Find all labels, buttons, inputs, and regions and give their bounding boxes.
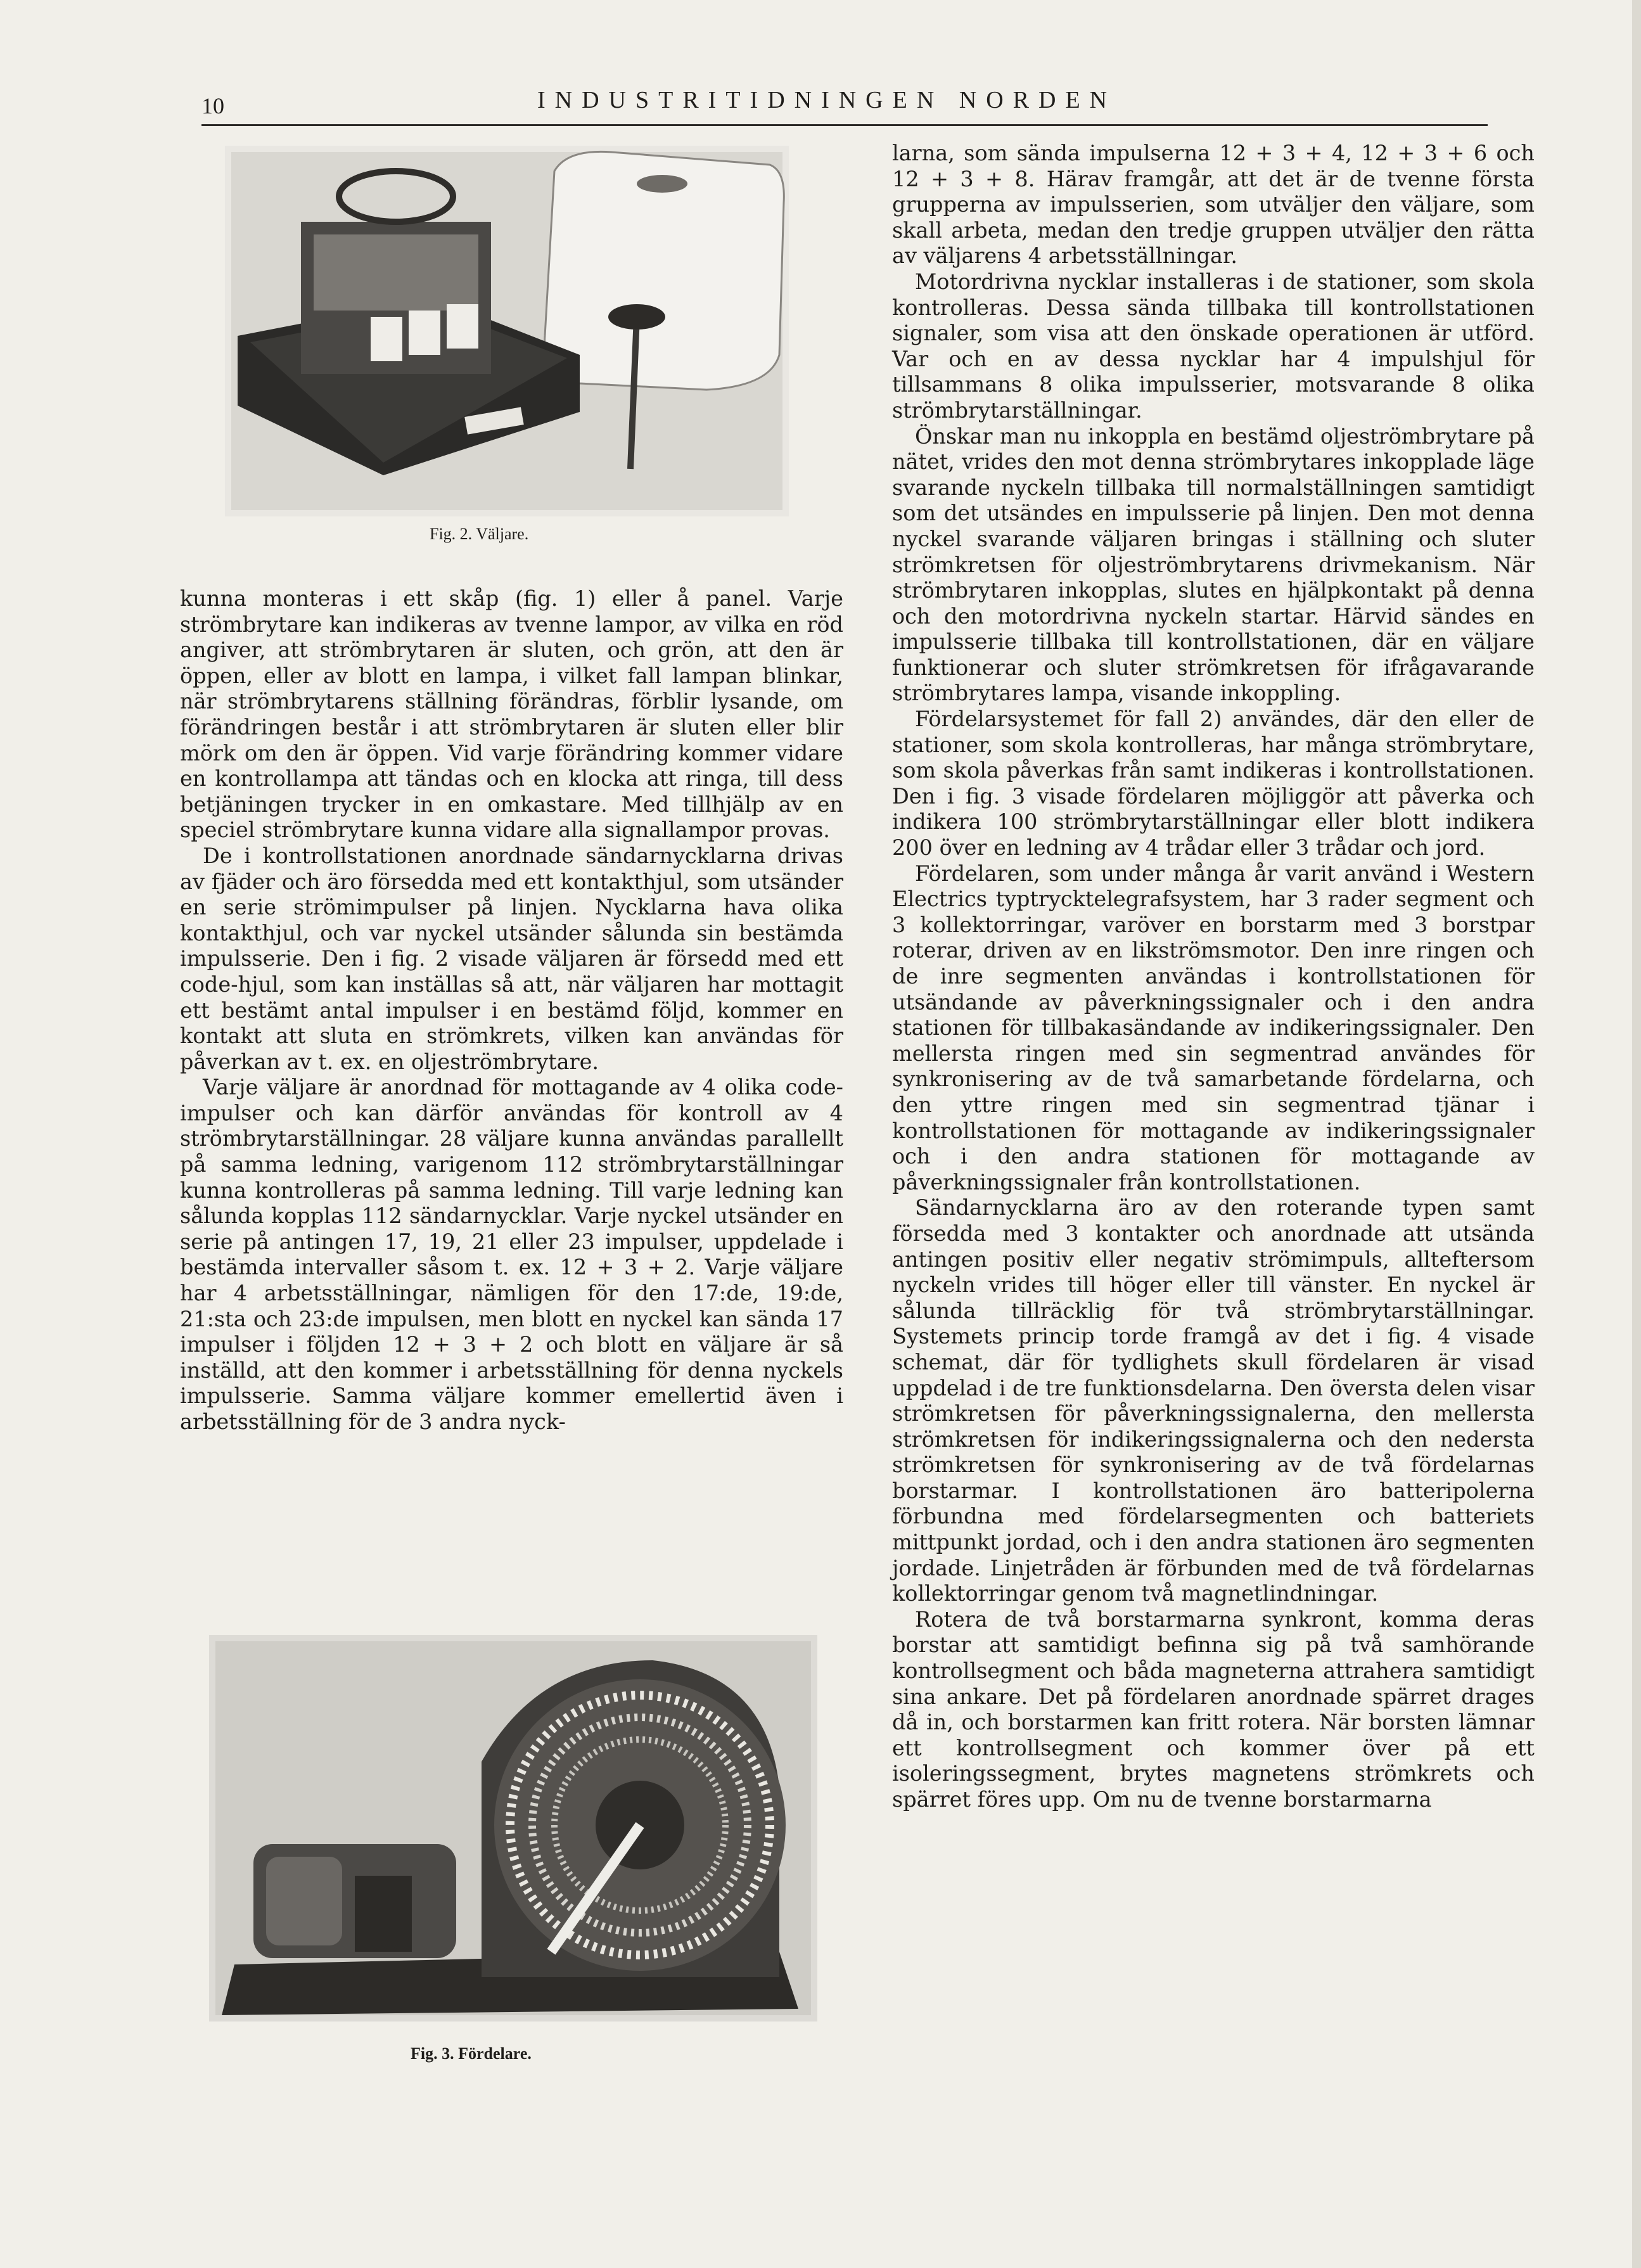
figure-2-caption: Fig. 2. Väljare. (430, 525, 529, 543)
left-paragraph-2: De i kontrollstationen anordnade sändarnycklarna drivas av fjäder och äro försedda med ett kontakthjul, som utsänder en serie strömimpulser på linjen. Nycklarna hava olika kontakthjul, och var nyckel utsänder sålunda sin bestämda impulsserie. Den i fig. 2 visade väljaren är försedd med ett code-hjul, som kan inställas så att, när väljaren har mottagit ett bestämt antal impulser i en bestämd följd, kommer en kontakt att sluta en strömkrets, vilken kan användas för påverkan av t. ex. en oljeströmbrytare. (180, 843, 843, 1074)
right-paragraph-3: Önskar man nu inkoppla en bestämd oljeströmbrytare på nätet, vrides den mot denna strömbrytares inkopplade läge svarande nyckeln tillbaka till normalställningen samtidigt som det utsändes en impulsserie på linjen. Den mot denna nyckel svarande väljaren bringas i ställning och sluter strömkretsen för oljeströmbrytarens drivmekanism. När strömbrytaren inkopplas, slutes en hjälpkontakt på denna och den motordrivna nyckeln startar. Härvid sändes en impulsserie tillbaka till kontrollstationen, där en väljare funktionerar och sluter strömkretsen för ifrågavarande strömbrytares lampa, visande inkoppling. (892, 423, 1535, 706)
page-header (201, 81, 1356, 119)
distributor-photo-image (209, 1635, 817, 2021)
right-paragraph-4: Fördelarsystemet för fall 2) användes, där den eller de stationer, som skola kontrolleras, har många strömbrytare, som skola påverkas från samt indikeras i kontrollstationen. Den i fig. 3 visade fördelaren möjliggör att påverka och indikera 100 strömbrytarställningar eller blott indikera 200 över en ledning av 4 trådar eller 3 trådar och jord. (892, 707, 1535, 861)
right-paragraph-7: Rotera de två borstarmarna synkront, komma deras borstar att samtidigt befinna sig på två samhörande kontrollsegment och båda magneterna attrahera samtidigt sina ankare. Det på fördelaren anordnade spärret drages då in, och borstarmen kan fritt rotera. När borsten lämnar ett kontrollsegment och kommer över på ett isoleringssegment, brytes magnetens strömkrets och spärret föres upp. Om nu de tvenne borstarmarna (892, 1606, 1535, 1812)
right-paragraph-6: Sändarnycklarna äro av den roterande typen samt försedda med 3 kontakter och anordnade att utsända antingen positiv eller negativ strömimpuls, allteftersom nyckeln vrides till höger eller till vänster. En nyckel är sålunda tillräcklig för två strömbrytarställningar. Systemets princip torde framgå av det i fig. 4 visade schemat, där för tydlighets skull fördelaren är visad uppdelad i de tre funktionsdelarna. Den översta delen visar strömkretsen för påverkningssignalerna, den mellersta strömkretsen för indikeringssignalerna och den nedersta strömkretsen för synkronisering av de två fördelarnas borstarmar. I kontrollstationen äro batteripolerna förbundna med fördelarsegmenten och batteriets mittpunkt jordad, och i den andra stationen äro segmenten jordade. Linjetråden är förbunden med de två fördelarnas kollektorringar genom två magnetlindningar. (892, 1195, 1535, 1606)
right-paragraph-5: Fördelaren, som under många år varit använd i Western Electrics typtrycktelegrafsystem, har 3 rader segment och 3 kollektorringar, varöver en borstarm med 3 borstpar roterar, driven av en likströmsmotor. Den inre ringen och de inre segmenten användas i kontrollstationen för utsändande av påverkningssignaler och i den andra stationen för tillbakasändande av indikeringssignaler. Den mellersta ringen med sin segmentrad användes för synkronisering av de två samarbetande fördelarna, och den yttre ringen med sin segmentrad tjänar i kontrollstationen för mottagande av indikeringssignaler och i den andra stationen för mottagande av påverkningssignaler från kontrollstationen. (892, 861, 1535, 1195)
figure-3-photo (209, 1635, 817, 2021)
right-column (892, 141, 1535, 1813)
running-title: INDUSTRITIDNINGEN NORDEN (537, 87, 1117, 113)
figure-3-caption: Fig. 3. Fördelare. (411, 2044, 532, 2063)
header-rule (201, 124, 1488, 126)
page-edge (1632, 0, 1641, 2268)
right-paragraph-1: larna, som sända impulserna 12 + 3 + 4, 12 + 3 + 6 och 12 + 3 + 8. Härav framgår, att det är de tvenne första grupperna av impulsserien, som utväljer den väljare, som skall arbeta, medan den tredje gruppen utväljer den rätta av väljarens 4 arbetsställningar. (892, 141, 1535, 269)
figure-2-photo (225, 146, 789, 516)
page-number: 10 (201, 93, 224, 119)
left-paragraph-3: Varje väljare är anordnad för mottagande av 4 olika code-impulser och kan därför användas för kontroll av 4 strömbrytarställningar. 28 väljare kunna användas parallellt på samma ledning, varigenom 112 strömbrytarställningar kunna kontrolleras på samma ledning. Till varje ledning kan sålunda kopplas 112 sändarnycklar. Varje nyckel utsänder en serie på antingen 17, 19, 21 eller 23 impulser, uppdelade i bestämda intervaller såsom t. ex. 12 + 3 + 2. Varje väljare har 4 arbetsställningar, nämligen för den 17:de, 19:de, 21:sta och 23:de impulsen, men blott en nyckel kan sända 17 impulser i följden 12 + 3 + 2 och blott en väljare är så inställd, att den kommer i arbetsställning för denna nyckels impulsserie. Samma väljare kommer emellertid även i arbetsställning för de 3 andra nyck- (180, 1075, 843, 1434)
right-paragraph-2: Motordrivna nycklar installeras i de stationer, som skola kontrolleras. Dessa sända tillbaka till kontrollstationen signaler, som visa att den önskade operationen är utförd. Var och en av dessa nycklar har 4 impulshjul för tillsammans 8 olika impulsserier, motsvarande 8 olika strömbrytarställningar. (892, 269, 1535, 423)
selector-photo-image (225, 146, 789, 516)
left-paragraph-1: kunna monteras i ett skåp (fig. 1) eller å panel. Varje strömbrytare kan indikeras av tvenne lampor, av vilka en röd angiver, att strömbrytaren är sluten, och grön, att den är öppen, eller av blott en lampa, i vilket fall lampan blinkar, när strömbrytarens ställning förändras, förblir lysande, om förändringen består i att strömbrytaren är sluten eller blir mörk om den är öppen. Vid varje förändring kommer vidare en kontrollampa att tändas och en klocka att ringa, till dess betjäningen trycker in en omkastare. Med tillhjälp av en speciel strömbrytare kunna vidare alla signallampor provas. (180, 586, 843, 843)
left-column (180, 586, 843, 1435)
